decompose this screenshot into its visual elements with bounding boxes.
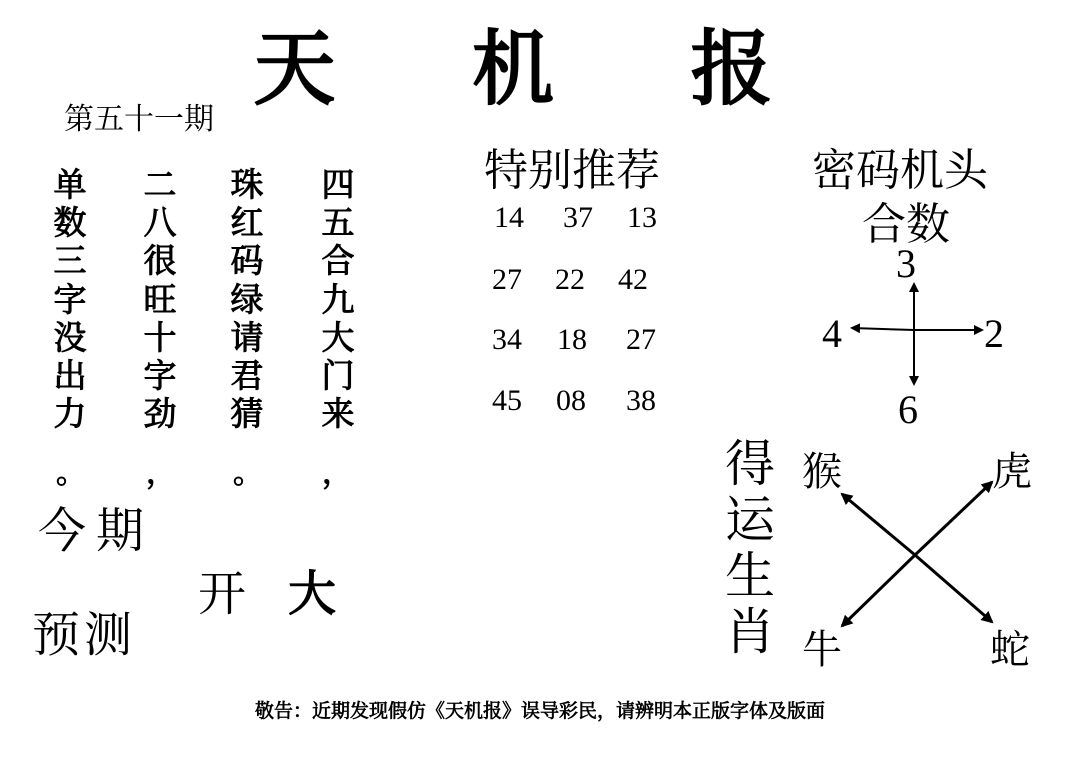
recommend-number: 14: [494, 201, 524, 234]
poem-char: 数: [53, 203, 87, 243]
recommend-number: 13: [627, 201, 657, 234]
poem-char: 字: [143, 356, 177, 396]
poem-column-4: [318, 166, 358, 433]
poem-char: 八: [143, 203, 177, 243]
recommend-title: 特别推荐: [484, 145, 660, 196]
poem-char: 君: [230, 356, 264, 396]
poem-char: 五: [321, 203, 355, 243]
poem-char: 合: [321, 241, 355, 281]
password-digit-top: 3: [896, 241, 916, 286]
poem-column-1: [50, 166, 90, 433]
poem-char: 单: [53, 165, 87, 204]
newspaper-title: 天 机 报: [253, 21, 827, 117]
footer-notice: 敬告：近期发现假仿《天机报》误导彩民，请辨明本正版字体及版面: [254, 700, 825, 722]
poem-char: 字: [53, 279, 87, 319]
poem-char: 来: [321, 394, 355, 434]
issue-number: 第五十一期: [64, 102, 214, 137]
poem-char: 出: [53, 356, 87, 396]
forecast-kai: 开: [198, 566, 247, 622]
zodiac-snake: 蛇: [990, 627, 1030, 673]
zodiac-tiger: 虎: [992, 449, 1032, 495]
poem-punctuation: ，: [146, 456, 176, 491]
poem-char: 门: [321, 356, 355, 396]
recommend-number: 08: [556, 384, 586, 417]
lucky-zodiac-title-char: 得: [725, 435, 775, 493]
poem-char: 没: [53, 317, 87, 357]
poem-char: 三: [53, 241, 87, 281]
password-digit-right: 2: [984, 311, 1004, 356]
poem-char: 十: [143, 317, 177, 357]
poem-column-2: [140, 166, 180, 433]
zodiac-monkey: 猴: [802, 449, 842, 495]
poem-column-3: [227, 166, 267, 433]
recommend-number: 42: [618, 263, 648, 296]
recommend-number: 38: [626, 384, 656, 417]
recommend-number: 37: [563, 201, 593, 234]
recommend-number: 27: [626, 323, 656, 356]
password-digit-left: 4: [822, 311, 842, 356]
recommend-number: 45: [492, 384, 522, 417]
recommend-number: 27: [492, 263, 522, 296]
forecast-label-this-issue: 今期: [38, 503, 155, 559]
poem-punctuation: ，: [322, 456, 352, 491]
recommend-number: 34: [492, 323, 522, 356]
poem-char: 绿: [230, 279, 264, 319]
zodiac-cross-arrows-icon: [820, 470, 1020, 640]
recommend-number: 22: [555, 263, 585, 296]
forecast-da: 大: [288, 566, 337, 622]
poem-char: 码: [230, 241, 264, 281]
poem-punctuation: 。: [233, 456, 263, 491]
poem-char: 旺: [143, 279, 177, 319]
lucky-zodiac-title-char: 肖: [725, 603, 775, 661]
poem-char: 红: [230, 203, 264, 243]
poem-punctuation: 。: [56, 456, 86, 491]
lucky-zodiac-title: [722, 436, 778, 660]
poem-char: 珠: [230, 165, 264, 204]
lucky-zodiac-title-char: 运: [725, 491, 775, 549]
poem-char: 劲: [143, 394, 177, 434]
poem-char: 猜: [230, 394, 264, 434]
password-subtitle: 合数: [862, 199, 950, 250]
poem-char: 九: [321, 279, 355, 319]
lucky-zodiac-title-char: 生: [725, 547, 775, 605]
poem-char: 大: [321, 317, 355, 357]
poem-char: 四: [321, 165, 355, 204]
zodiac-ox: 牛: [802, 627, 842, 673]
password-digit-bottom: 6: [898, 387, 918, 432]
poem-char: 力: [53, 394, 87, 434]
forecast-label-prediction: 预测: [32, 607, 137, 663]
poem-char: 请: [230, 317, 264, 357]
recommend-number: 18: [557, 323, 587, 356]
poem-char: 二: [143, 165, 177, 204]
cross-arrows-icon: [820, 270, 1000, 400]
password-title: 密码机头: [812, 145, 988, 196]
poem-char: 很: [143, 241, 177, 281]
